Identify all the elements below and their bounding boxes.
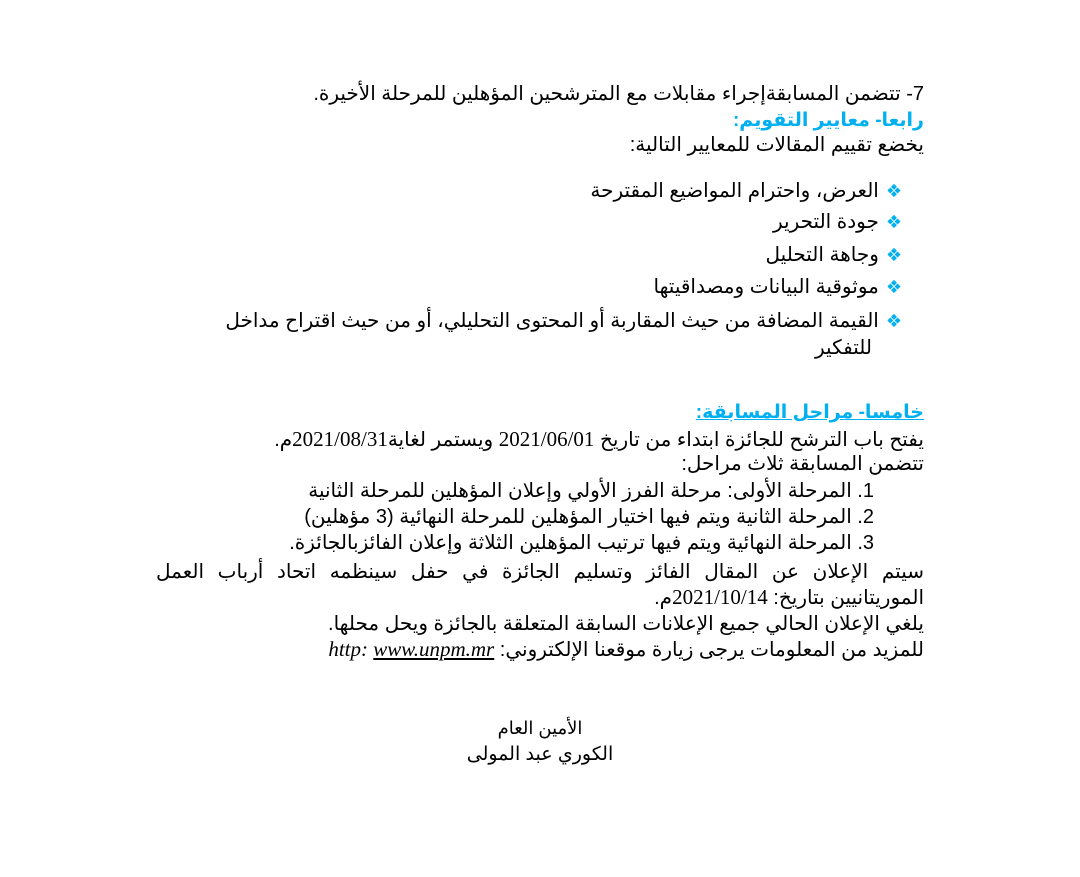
- end-date: 2021/08/31: [292, 427, 388, 451]
- more-info-text: للمزيد من المعلومات يرجى زيارة موقعنا الإلكتروني:: [494, 639, 924, 661]
- diamond-dots-bullet-icon: ❖: [885, 245, 902, 265]
- criteria-text: العرض، واحترام المواضيع المقترحة: [590, 180, 879, 202]
- announcement-line-2: [654, 585, 924, 611]
- criteria-text: وجاهة التحليل: [765, 244, 879, 266]
- registration-suffix: م.: [274, 429, 293, 451]
- criteria-item: [773, 210, 902, 235]
- stage-item: 1. المرحلة الأولى: مرحلة الفرز الأولي وإعلان المؤهلين للمرحلة الثانية: [308, 480, 874, 502]
- section5-heading: خامسا- مراحل المسابقة:: [695, 402, 924, 423]
- announcement-text: الموريتانيين بتاريخ:: [767, 587, 924, 609]
- criteria-item: [590, 179, 902, 204]
- criteria-item: [653, 275, 902, 300]
- stage-item: 2. المرحلة الثانية ويتم فيها اختيار المؤهلين للمرحلة النهائية (3 مؤهلين): [304, 506, 874, 528]
- website-link[interactable]: [328, 637, 494, 661]
- criteria-text: جودة التحرير: [772, 211, 879, 233]
- criteria-item: [766, 243, 902, 268]
- announcement-suffix: م.: [654, 587, 673, 609]
- diamond-dots-bullet-icon: ❖: [885, 311, 902, 331]
- start-date: 2021/06/01: [498, 427, 595, 451]
- website-domain: www.unpm.mr: [373, 637, 495, 661]
- registration-period: [274, 427, 924, 453]
- stage-item: 3. المرحلة النهائية ويتم فيها ترتيب المؤهلين الثلاثة وإعلان الفائزبالجائزة.: [289, 532, 874, 554]
- criteria-text: القيمة المضافة من حيث المقاربة أو المحتوى التحليلي، أو من حيث اقتراح مداخل: [225, 310, 879, 332]
- diamond-dots-bullet-icon: ❖: [885, 181, 902, 201]
- more-info-line: [328, 637, 924, 663]
- announcement-line-1: سيتم الإعلان عن المقال الفائز وتسليم الجائزة في حفل سينظمه اتحاد أرباب العمل: [156, 561, 924, 583]
- signature-name: الكوري عبد المولى: [466, 744, 614, 765]
- stages-intro: تتضمن المسابقة ثلاث مراحل:: [681, 453, 924, 475]
- cancellation-notice: يلغي الإعلان الحالي جميع الإعلانات السابقة المتعلقة بالجائزة ويحل محلها.: [328, 613, 924, 635]
- registration-text: ويستمر لغاية: [387, 429, 499, 451]
- diamond-dots-bullet-icon: ❖: [885, 277, 902, 297]
- section4-heading: رابعا- معايير التقويم:: [732, 110, 924, 131]
- announcement-date: 2021/10/14: [672, 585, 768, 609]
- registration-text: يفتح باب الترشح للجائزة ابتداء من تاريخ: [594, 429, 924, 451]
- criteria-item-continuation: للتفكير: [815, 337, 872, 359]
- diamond-dots-bullet-icon: ❖: [885, 212, 902, 232]
- website-scheme: http:: [328, 637, 374, 661]
- section3-item-7: 7- تتضمن المسابقةإجراء مقابلات مع المترشحين المؤهلين للمرحلة الأخيرة.: [313, 83, 924, 105]
- criteria-text: موثوقية البيانات ومصداقيتها: [653, 276, 879, 298]
- signature-title: الأمين العام: [497, 718, 583, 738]
- section4-intro: يخضع تقييم المقالات للمعايير التالية:: [629, 134, 924, 156]
- criteria-item: [225, 309, 902, 334]
